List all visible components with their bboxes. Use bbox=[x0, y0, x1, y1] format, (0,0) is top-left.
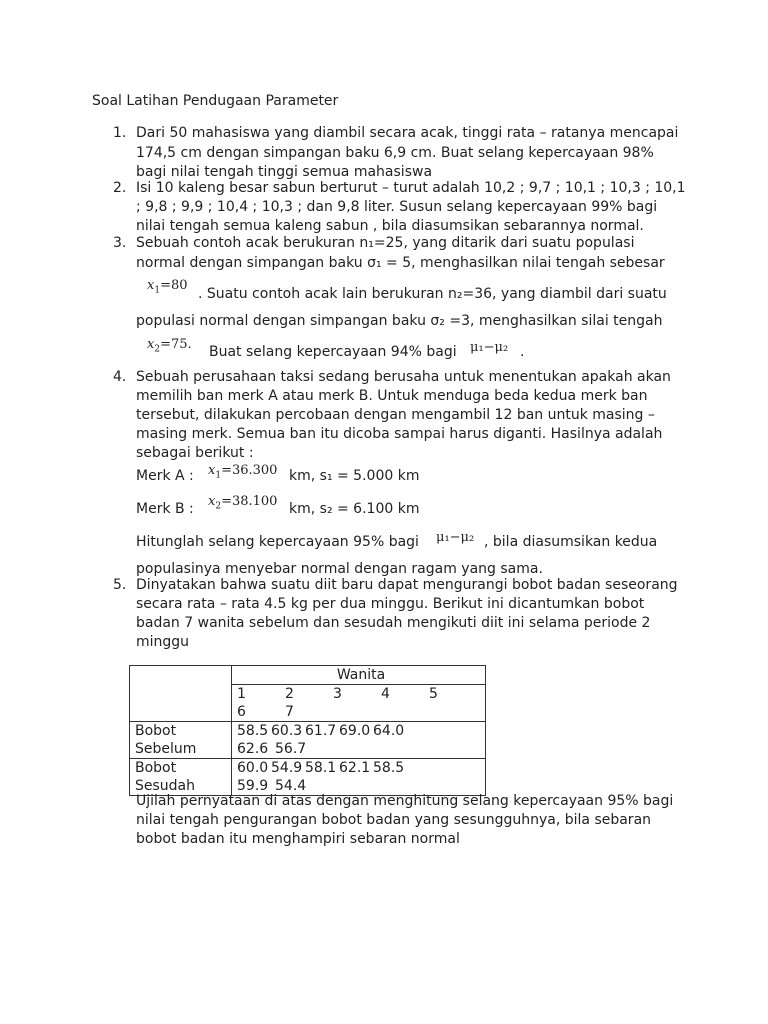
q5-line-3: badan 7 wanita sebelum dan sesudah mengikuti diit ini selama periode 2 bbox=[136, 615, 651, 631]
row-label-sesudah: Bobot Sesudah bbox=[130, 759, 232, 796]
q3-line-5: Buat selang kepercayaan 94% bagi bbox=[209, 344, 457, 360]
q4-hitung-text: Hitunglah selang kepercayaan 95% bagi bbox=[136, 534, 419, 550]
q5-after-line-1: Ujilah pernyataan di atas dengan menghitung selang kepercayaan 95% bagi bbox=[136, 793, 674, 809]
document-title: Soal Latihan Pendugaan Parameter bbox=[92, 93, 339, 109]
q2-line-1: Isi 10 kaleng besar sabun berturut – turut adalah 10,2 ; 9,7 ; 10,1 ; 10,3 ; 10,1 bbox=[136, 180, 686, 196]
q3-line-5-end: . bbox=[520, 344, 525, 360]
q5-line-4: minggu bbox=[136, 634, 190, 650]
row-label-sebelum: Bobot Sebelum bbox=[130, 722, 232, 759]
q3-number: 3. bbox=[113, 235, 127, 251]
woman-number-4: 4 bbox=[381, 686, 390, 702]
woman-number-2: 2 bbox=[285, 686, 294, 702]
q3-mu-difference: μ₁−μ₂ bbox=[470, 340, 509, 355]
q5-line-1: Dinyatakan bahwa suatu diit baru dapat mengurangi bobot badan seseorang bbox=[136, 577, 678, 593]
q5-after-line-3: bobot badan itu menghampiri sebaran normal bbox=[136, 831, 460, 847]
woman-number-7: 7 bbox=[285, 704, 294, 720]
q2-line-2: ; 9,8 ; 9,9 ; 10,4 ; 10,3 ; dan 9,8 liter. Susun selang kepercayaan 99% bagi bbox=[136, 199, 658, 215]
q1-line-1: Dari 50 mahasiswa yang diambil secara acak, tinggi rata – ratanya mencapai bbox=[136, 125, 679, 141]
q4-merk-b-label: Merk B : bbox=[136, 501, 194, 517]
q3-line-4: populasi normal dengan simpangan baku σ₂ =3, menghasilkan silai tengah bbox=[136, 313, 663, 329]
q5-after-line-2: nilai tengah pengurangan bobot badan yang sesungguhnya, bila sebaran bbox=[136, 812, 652, 828]
woman-number-1: 1 bbox=[237, 686, 246, 702]
q5-line-2: secara rata – rata 4.5 kg per dua minggu. Berikut ini dicantumkan bobot bbox=[136, 596, 645, 612]
q3-line-2: normal dengan simpangan baku σ₁ = 5, menghasilkan nilai tengah sebesar bbox=[136, 255, 665, 271]
table-row bbox=[130, 759, 486, 796]
q1-number: 1. bbox=[113, 125, 127, 141]
q4-merk-a-mean: $x_1=36.300$ bbox=[208, 463, 278, 481]
q4-hitung-tail: , bila diasumsikan kedua bbox=[484, 534, 658, 550]
q4-line-1: Sebuah perusahaan taksi sedang berusaha untuk menentukan apakah akan bbox=[136, 369, 671, 385]
table-woman-numbers bbox=[232, 685, 486, 722]
q4-line-2: memilih ban merk A atau merk B. Untuk menduga beda kedua merk ban bbox=[136, 388, 648, 404]
q4-merk-b-tail: km, s₂ = 6.100 km bbox=[289, 501, 420, 517]
row-values-sebelum: 58.5 60.3 61.7 69.0 64.0 62.6 56.7 bbox=[232, 722, 486, 759]
q4-line-4: masing merk. Semua ban itu dicoba sampai harus diganti. Hasilnya adalah bbox=[136, 426, 663, 442]
woman-number-3: 3 bbox=[333, 686, 342, 702]
q4-last-line: populasinya menyebar normal dengan ragam yang sama. bbox=[136, 561, 543, 577]
q4-mu-difference: μ₁−μ₂ bbox=[436, 530, 475, 545]
q3-xbar2: $x_2=75$. bbox=[147, 337, 192, 355]
weight-table bbox=[129, 665, 486, 796]
table-row bbox=[130, 722, 486, 759]
q3-line-3: . Suatu contoh acak lain berukuran n₂=36, yang diambil dari suatu bbox=[198, 286, 667, 302]
q3-line-1: Sebuah contoh acak berukuran n₁=25, yang ditarik dari suatu populasi bbox=[136, 235, 635, 251]
q2-line-3: nilai tengah semua kaleng sabun , bila diasumsikan sebarannya normal. bbox=[136, 218, 644, 234]
q5-number: 5. bbox=[113, 577, 127, 593]
row-values-sesudah: 60.0 54.9 58.1 62.1 58.5 59.9 54.4 bbox=[232, 759, 486, 796]
q4-line-5: sebagai berikut : bbox=[136, 445, 254, 461]
q4-merk-a-tail: km, s₁ = 5.000 km bbox=[289, 468, 420, 484]
q4-line-3: tersebut, dilakukan percobaan dengan mengambil 12 ban untuk masing – bbox=[136, 407, 655, 423]
table-header-wanita: Wanita bbox=[232, 666, 486, 685]
q3-xbar1: $x_1=80$ bbox=[147, 278, 188, 296]
q1-line-3: bagi nilai tengah tinggi semua mahasiswa bbox=[136, 164, 433, 180]
q4-merk-b-mean: $x_2=38.100$ bbox=[208, 494, 278, 512]
q2-number: 2. bbox=[113, 180, 127, 196]
woman-number-5: 5 bbox=[429, 686, 438, 702]
q4-number: 4. bbox=[113, 369, 127, 385]
table-corner-cell bbox=[130, 666, 232, 722]
q4-merk-a-label: Merk A : bbox=[136, 468, 194, 484]
woman-number-6: 6 bbox=[237, 704, 246, 720]
q1-line-2: 174,5 cm dengan simpangan baku 6,9 cm. Buat selang kepercayaan 98% bbox=[136, 145, 654, 161]
